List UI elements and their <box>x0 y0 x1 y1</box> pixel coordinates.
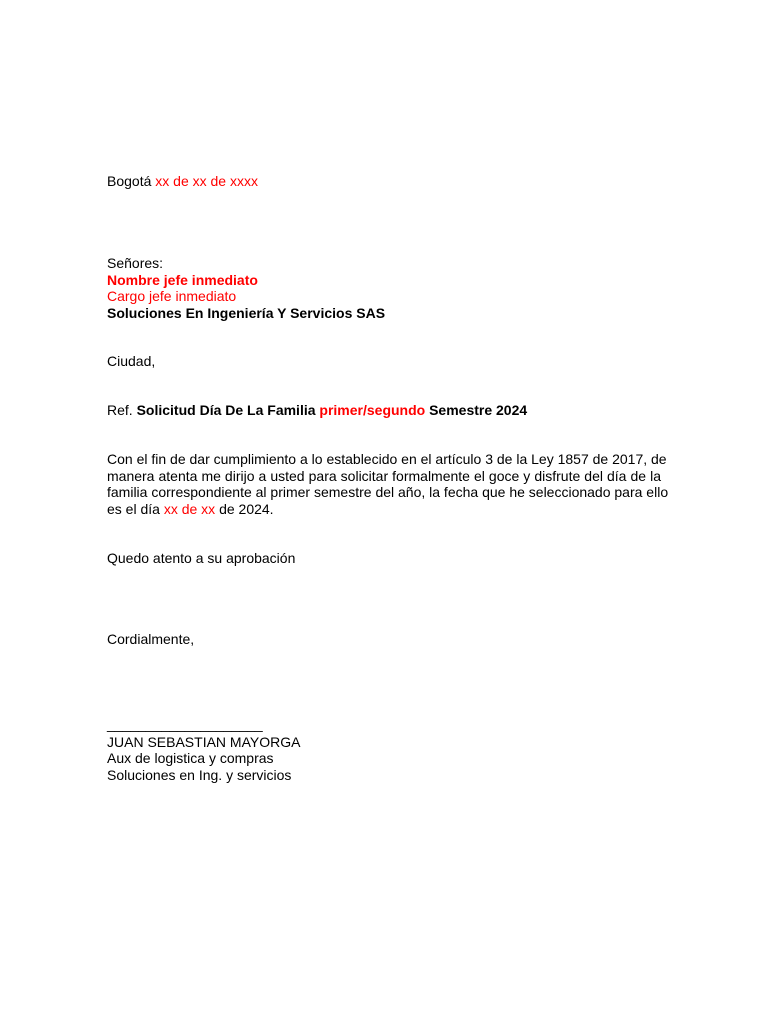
location-line: Ciudad, <box>107 353 156 369</box>
signer-position: Aux de logistica y compras <box>107 750 274 766</box>
closing-request: Quedo atento a su aprobación <box>107 550 296 566</box>
signer-company: Soluciones en Ing. y servicios <box>107 766 292 783</box>
reference-prefix: Ref. <box>107 402 133 418</box>
reference-line <box>107 402 527 419</box>
reference-semester-option: primer/segundo <box>319 402 426 418</box>
body-paragraph <box>107 451 669 517</box>
city: Bogotá <box>107 173 152 189</box>
body-line4-end: de 2024. <box>219 500 274 517</box>
recipient-role: Cargo jefe inmediato <box>107 288 237 304</box>
recipient-block <box>107 255 385 321</box>
recipient-company: Soluciones En Ingeniería Y Servicios SAS <box>107 304 386 321</box>
body-line: Con el fin de dar cumplimiento a lo establecido en el artículo 3 de la Ley 1857 de 2017, de <box>107 451 667 467</box>
body-date-placeholder: xx de xx <box>163 500 216 517</box>
body-line4-start: es el día <box>107 500 160 517</box>
date-placeholder: xx de xx de xxxx <box>155 173 258 189</box>
body-line: manera atenta me dirijo a usted para solicitar formalmente el goce y disfrute del día de la <box>107 467 661 484</box>
recipient-name: Nombre jefe inmediato <box>107 271 258 288</box>
body-line-final <box>107 501 661 518</box>
salutation: Señores: <box>107 255 164 271</box>
signer-name: JUAN SEBASTIAN MAYORGA <box>107 733 301 750</box>
body-line: familia correspondiente al primer semestre del año, la fecha que he seleccionado para ello <box>107 484 669 500</box>
signature-line: ____________________ <box>107 716 263 732</box>
reference-subject-start: Solicitud Día De La Familia <box>136 402 316 418</box>
reference-subject-end: Semestre 2024 <box>429 402 528 418</box>
farewell: Cordialmente, <box>107 631 195 647</box>
signature-block <box>107 716 300 783</box>
city-date-line <box>107 173 258 190</box>
